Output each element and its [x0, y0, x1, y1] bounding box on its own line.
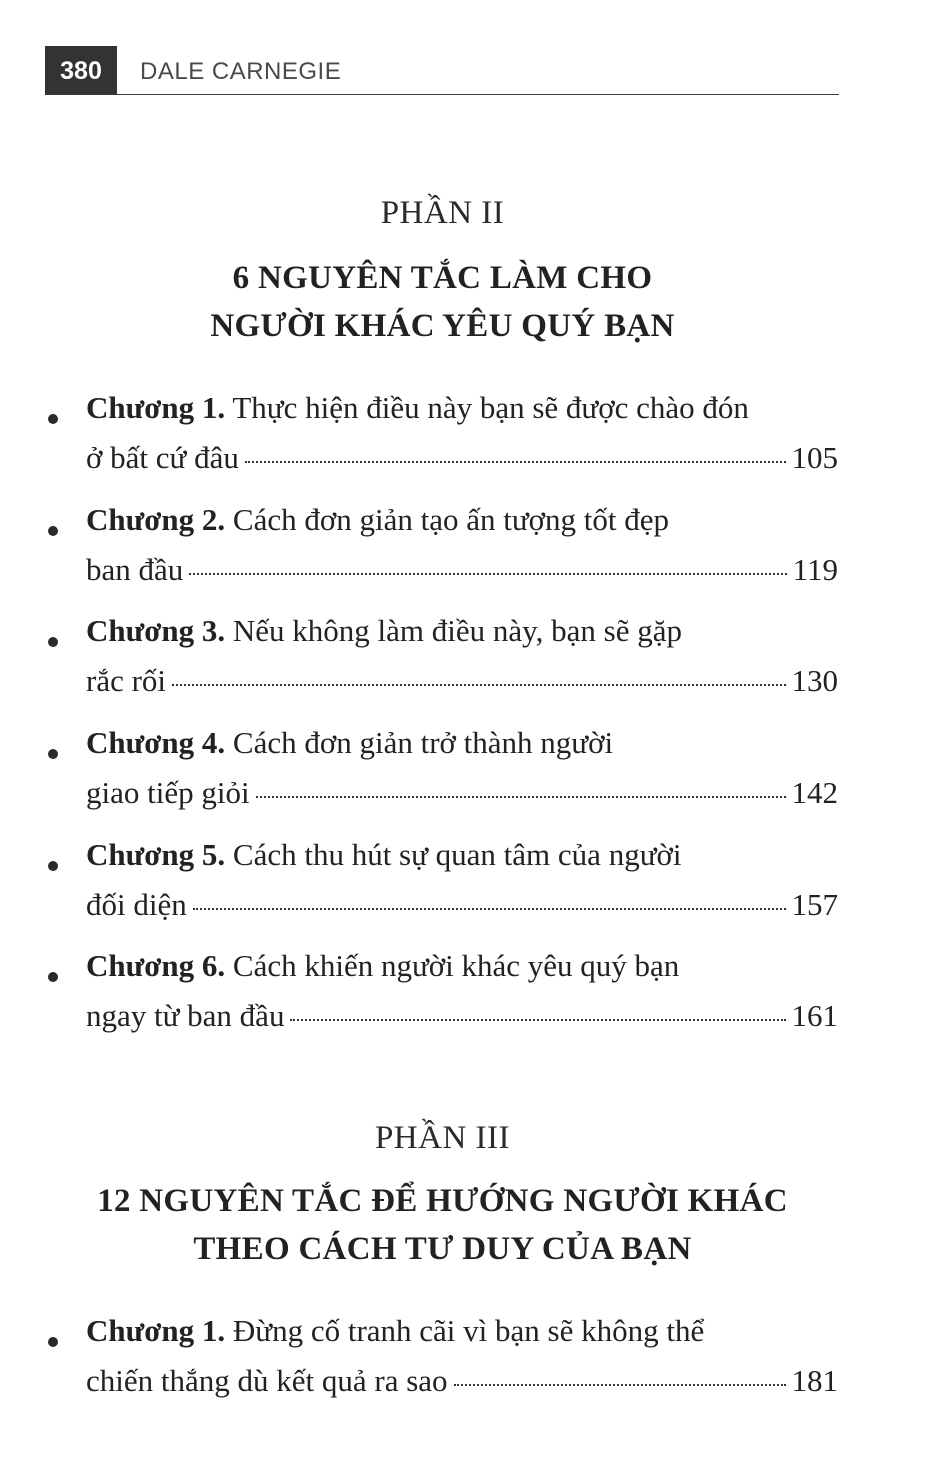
page-reference: 119 — [792, 552, 838, 587]
chapter-title-continued: ngay từ ban đầu — [86, 998, 285, 1033]
chapter-title-continued: đối diện — [86, 887, 187, 922]
toc-entry-line-1 — [86, 390, 749, 426]
page-reference: 142 — [791, 775, 838, 810]
toc-entry-line-1 — [86, 837, 682, 873]
chapter-label: Chương 1. — [86, 390, 226, 425]
toc-entry[interactable] — [0, 390, 940, 508]
chapter-title: Cách đơn giản tạo ấn tượng tốt đẹp — [232, 502, 670, 537]
toc-entry-line-2 — [86, 998, 838, 1034]
toc-entry[interactable] — [0, 725, 940, 843]
author-name: DALE CARNEGIE — [140, 58, 342, 85]
chapter-label: Chương 6. — [86, 948, 226, 983]
page-reference: 105 — [791, 440, 838, 475]
dot-leader — [245, 461, 786, 463]
part-3-title-line-2: THEO CÁCH TƯ DUY CỦA BẠN — [193, 1231, 692, 1267]
dot-leader — [256, 796, 786, 798]
dot-leader — [193, 908, 786, 910]
toc-entry-line-2 — [86, 663, 838, 699]
toc-entry-line-2 — [86, 887, 838, 923]
part-2-title-line-2: NGƯỜI KHÁC YÊU QUÝ BẠN — [210, 308, 675, 344]
toc-entry-line-1 — [86, 725, 613, 761]
bullet-icon — [48, 861, 58, 871]
chapter-title: Cách đơn giản trở thành người — [232, 725, 614, 760]
chapter-title: Nếu không làm điều này, bạn sẽ gặp — [232, 613, 682, 648]
dot-leader — [189, 573, 786, 575]
chapter-title: Đừng cố tranh cãi vì bạn sẽ không thể — [232, 1313, 705, 1348]
bullet-icon — [48, 749, 58, 759]
part-3-title — [0, 1177, 885, 1273]
chapter-label: Chương 4. — [86, 725, 226, 760]
toc-entry-line-2 — [86, 440, 838, 476]
chapter-title: Cách thu hút sự quan tâm của người — [232, 837, 682, 872]
chapter-label: Chương 3. — [86, 613, 226, 648]
bullet-icon — [48, 526, 58, 536]
page-reference: 161 — [791, 998, 838, 1033]
bullet-icon — [48, 1337, 58, 1347]
chapter-label: Chương 5. — [86, 837, 226, 872]
toc-entry-line-2 — [86, 775, 838, 811]
chapter-title-continued: giao tiếp giỏi — [86, 775, 250, 810]
bullet-icon — [48, 637, 58, 647]
toc-entry-line-1 — [86, 1313, 704, 1349]
part-2-label: PHẦN II — [380, 195, 505, 231]
toc-entry[interactable] — [0, 613, 940, 731]
running-header — [45, 46, 839, 95]
chapter-title-continued: ban đầu — [86, 552, 184, 587]
toc-entry[interactable] — [0, 837, 940, 955]
toc-entry-line-1 — [86, 948, 679, 984]
page-reference: 181 — [791, 1363, 838, 1398]
part-2-title-line-1: 6 NGUYÊN TẮC LÀM CHO — [232, 260, 653, 296]
chapter-title-continued: ở bất cứ đâu — [86, 440, 239, 475]
chapter-title-continued: rắc rối — [86, 663, 167, 698]
chapter-title-continued: chiến thắng dù kết quả ra sao — [86, 1363, 448, 1398]
part-3-label: PHẦN III — [374, 1120, 511, 1156]
dot-leader — [290, 1019, 785, 1021]
bullet-icon — [48, 972, 58, 982]
part-3-title-line-1: 12 NGUYÊN TẮC ĐỂ HƯỚNG NGƯỜI KHÁC — [97, 1183, 788, 1219]
toc-entry[interactable] — [0, 502, 940, 620]
page-reference: 130 — [791, 663, 838, 698]
toc-entry-line-2 — [86, 552, 838, 588]
chapter-title: Cách khiến người khác yêu quý bạn — [232, 948, 680, 983]
toc-entry-line-1 — [86, 502, 669, 538]
toc-entry[interactable] — [0, 948, 940, 1066]
chapter-label: Chương 1. — [86, 1313, 226, 1348]
toc-entry[interactable] — [0, 1313, 940, 1431]
dot-leader — [172, 684, 785, 686]
dot-leader — [454, 1384, 786, 1386]
toc-entry-line-2 — [86, 1363, 838, 1399]
chapter-title: Thực hiện điều này bạn sẽ được chào đón — [232, 390, 749, 425]
part-2-title — [0, 254, 885, 350]
chapter-label: Chương 2. — [86, 502, 226, 537]
toc-entry-line-1 — [86, 613, 682, 649]
page-reference: 157 — [791, 887, 838, 922]
bullet-icon — [48, 414, 58, 424]
page-number: 380 — [45, 46, 117, 94]
